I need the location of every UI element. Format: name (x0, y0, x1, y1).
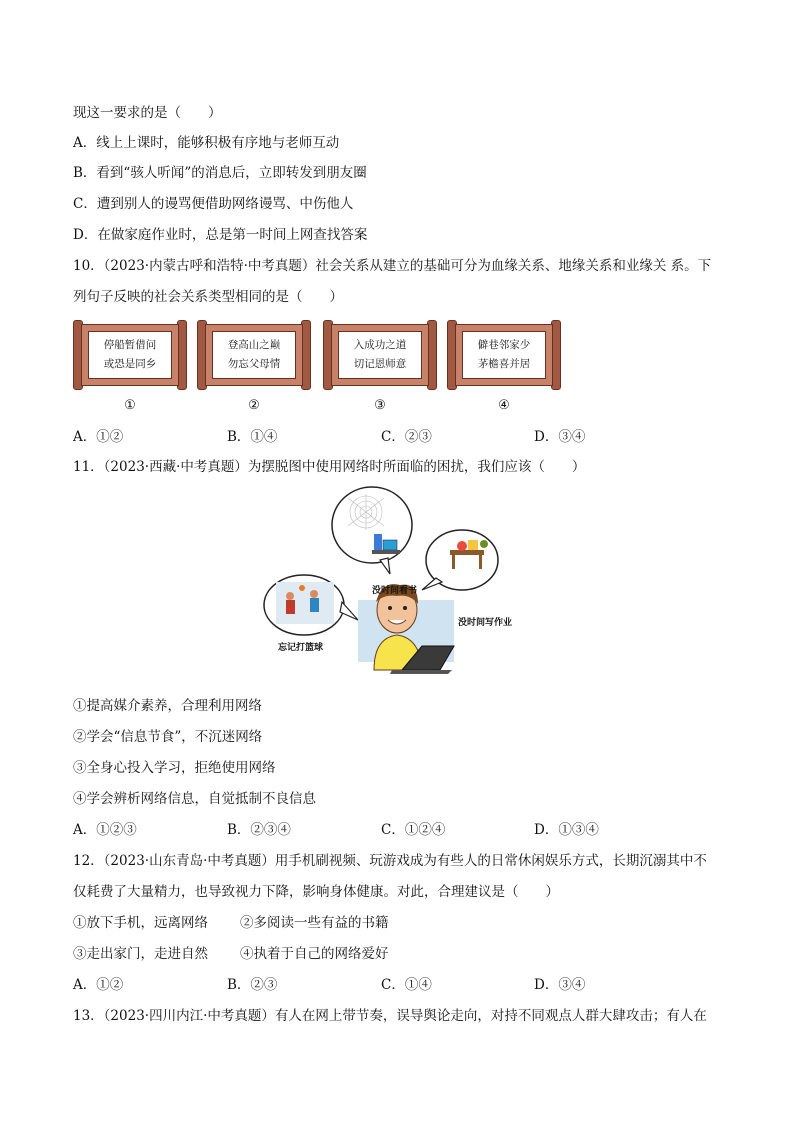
bubble-label-forgot-basketball: 忘记打篮球 (278, 643, 324, 653)
scroll-3-line1: 入成功之道 (353, 339, 407, 351)
scroll-4-line2: 茅檐喜并居 (477, 358, 531, 370)
q11-option-a: A．①②③ (73, 822, 137, 838)
scroll-2-line1: 登高山之巅 (227, 339, 281, 351)
scroll-2 (197, 320, 311, 413)
q12-statement-2: ②多阅读一些有益的书籍 (240, 915, 389, 931)
q10-options (73, 428, 733, 446)
q11-option-b: B．②③④ (227, 822, 291, 838)
scroll-1-line1: 停船暂借问 (103, 339, 157, 351)
scroll-4 (447, 320, 561, 413)
scroll-1-line2: 或恐是同乡 (103, 358, 157, 370)
q12-stem-line1: 12．（2023·山东青岛·中考真题）用手机刷视频、玩游戏成为有些人的日常休闲娱乐方式，长期沉溺其中不 (73, 853, 707, 869)
scroll-3-line2: 切记恩师意 (353, 358, 407, 370)
q12-statement-4: ④执着于自己的网络爱好 (240, 946, 389, 962)
q12-option-a: A．①② (73, 977, 124, 993)
scroll-1-number: ① (124, 398, 136, 413)
q9-stem-end: 现这一要求的是（ ） (73, 105, 222, 121)
scroll-2-number: ② (248, 398, 260, 413)
q12-statement-1: ①放下手机，远离网络 (73, 915, 208, 931)
q11-statement-2: ②学会“信息节食”，不沉迷网络 (73, 729, 263, 745)
q10-scroll-images (73, 320, 593, 420)
q12-statement-3: ③走出家门，走进自然 (73, 946, 208, 962)
scroll-4-number: ④ (498, 398, 510, 413)
q9-option-c: C．遭到别人的谩骂便借助网络谩骂、中伤他人 (73, 196, 354, 212)
scroll-2-line2: 勿忘父母情 (227, 358, 281, 370)
bubble-label-no-time-homework: 没时间写作业 (458, 618, 513, 628)
q10-stem-line1: 10．（2023·内蒙古呼和浩特·中考真题）社会关系从建立的基础可分为血缘关系、地缘关系和业缘关 系。下 (73, 258, 712, 274)
q13-stem: 13．（2023·四川内江·中考真题）有人在网上带节奏，误导舆论走向，对持不同观点人群大肆攻击；有人在 (73, 1008, 707, 1024)
q12-statements-row2 (73, 945, 733, 963)
q11-stem: 11．（2023·西藏·中考真题）为摆脱图中使用网络时所面临的困扰，我们应该（ ） (73, 459, 586, 475)
q12-option-d: D．③④ (534, 977, 586, 993)
q9-option-b: B．看到“骇人听闻”的消息后，立即转发到朋友圈 (73, 165, 367, 181)
q11-illustration (262, 470, 513, 675)
q11-statement-3: ③全身心投入学习，拒绝使用网络 (73, 760, 276, 776)
q10-option-a: A．①② (73, 429, 124, 445)
scroll-1 (73, 320, 187, 413)
q10-option-c: C．②③ (381, 429, 432, 445)
scroll-3-number: ③ (374, 398, 386, 413)
q12-statements-row1 (73, 914, 733, 932)
q10-stem-line2: 列句子反映的社会关系类型相同的是（ ） (73, 289, 343, 305)
q11-option-d: D．①③④ (534, 822, 599, 838)
q11-statement-4: ④学会辨析网络信息，自觉抵制不良信息 (73, 791, 316, 807)
q12-option-c: C．①④ (381, 977, 432, 993)
scroll-3 (323, 320, 437, 413)
q11-option-c: C．①②④ (381, 822, 446, 838)
q11-options (73, 821, 733, 839)
q11-statement-1: ①提高媒介素养，合理利用网络 (73, 698, 262, 714)
q9-option-a: A．线上上课时，能够积极有序地与老师互动 (73, 135, 340, 151)
q12-option-b: B．②③ (227, 977, 278, 993)
q12-options (73, 976, 733, 994)
q10-option-d: D．③④ (534, 429, 586, 445)
scroll-4-line1: 僻巷邻家少 (477, 339, 531, 351)
bubble-label-no-time-read: 没时间看书 (372, 586, 418, 596)
q10-option-b: B．①④ (227, 429, 278, 445)
q9-option-d: D．在做家庭作业时，总是第一时间上网查找答案 (73, 227, 368, 243)
q12-stem-line2: 仅耗费了大量精力，也导致视力下降，影响身体健康。对此，合理建议是（ ） (73, 884, 559, 900)
